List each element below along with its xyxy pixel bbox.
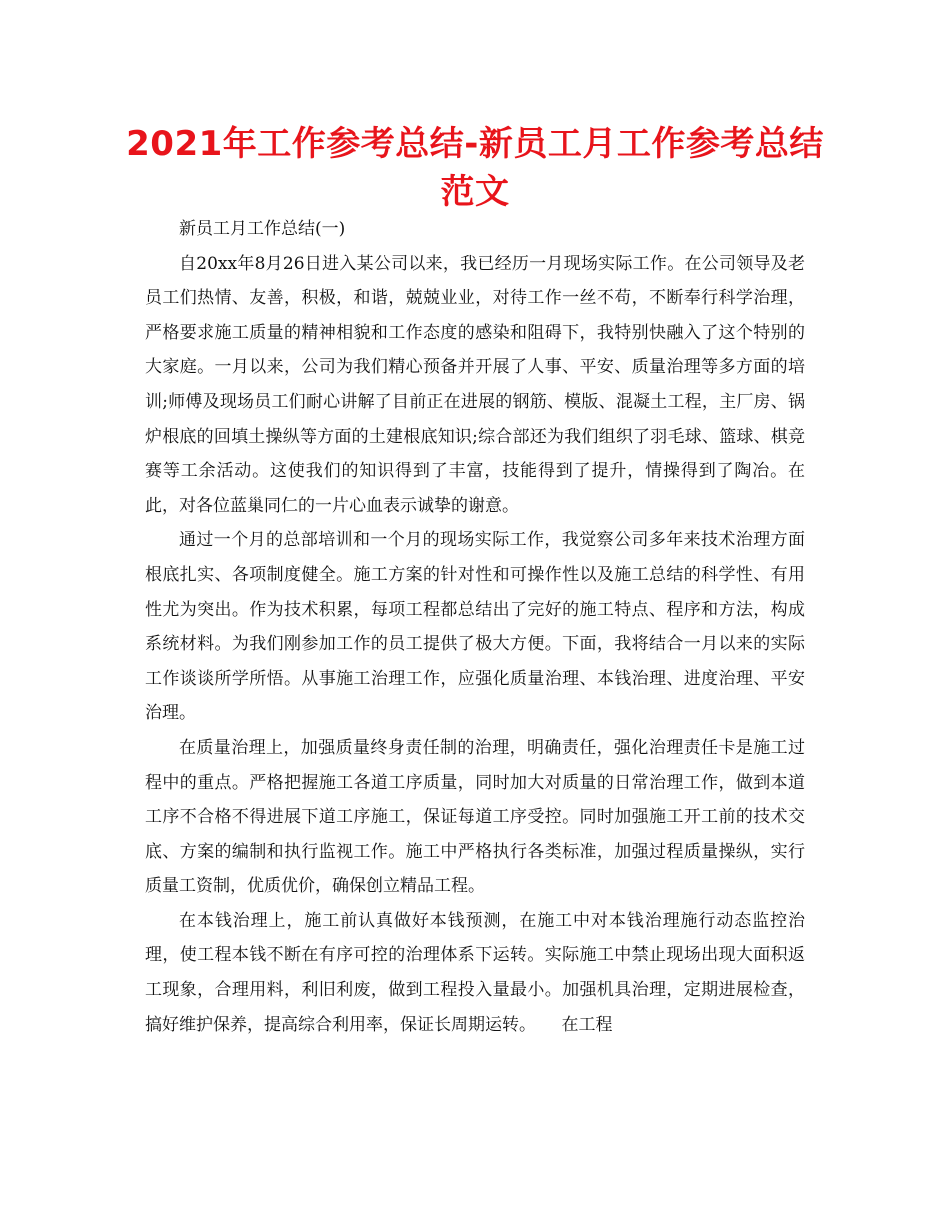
document-body bbox=[145, 212, 805, 1042]
paragraph: 通过一个月的总部培训和一个月的现场实际工作，我觉察公司多年来技术治理方面根底扎实、各项制度健全。施工方案的针对性和可操作性以及施工总结的科学性、有用性尤为突出。作为技术积累，每项工程都总结出了完好的施工特点、程序和方法，构成系统材料。为我们刚参加工作的员工提供了极大方便。下面，我将结合一月以来的实际工作谈谈所学所悟。从事施工治理工作，应强化质量治理、本钱治理、进度治理、平安治理。 bbox=[145, 530, 805, 724]
document-title: 2021年工作参考总结-新员工月工作参考总结范文 bbox=[126, 124, 824, 212]
paragraph: 自20xx年8月26日进入某公司以来，我已经历一月现场实际工作。在公司领导及老员工们热情、友善，积极，和谐，兢兢业业，对待工作一丝不苟，不断奉行科学治理，严格要求施工质量的精神相貌和工作态度的感染和阻碍下，我特别快融入了这个特别的大家庭。一月以来，公司为我们精心预备并开展了人事、平安、质量治理等多方面的培训;师傅及现场员工们耐心讲解了目前正在进展的钢筋、模版、混凝土工程，主厂房、锅炉根底的回填土操纵等方面的土建根底知识;综合部还为我们组织了羽毛球、篮球、棋竞赛等工余活动。这使我们的知识得到了丰富，技能得到了提升，情操得到了陶冶。在此，对各位蓝巢同仁的一片心血表示诚挚的谢意。 bbox=[145, 253, 805, 516]
paragraph: 在本钱治理上，施工前认真做好本钱预测，在施工中对本钱治理施行动态监控治理，使工程本钱不断在有序可控的治理体系下运转。实际施工中禁止现场出现大面积返工现象，合理用料，利旧利废，做到工程投入量最小。加强机具治理，定期进展检查，搞好维护保养，提高综合利用率，保证长周期运转。 在工程 bbox=[145, 910, 805, 1035]
section-heading: 新员工月工作总结(一) bbox=[179, 219, 346, 239]
paragraph: 在质量治理上，加强质量终身责任制的治理，明确责任，强化治理责任卡是施工过程中的重点。严格把握施工各道工序质量，同时加大对质量的日常治理工作，做到本道工序不合格不得进展下道工序施工，保证每道工序受控。同时加强施工开工前的技术交底、方案的编制和执行监视工作。施工中严格执行各类标准，加强过程质量操纵，实行质量工资制，优质优价，确保创立精品工程。 bbox=[145, 737, 805, 897]
